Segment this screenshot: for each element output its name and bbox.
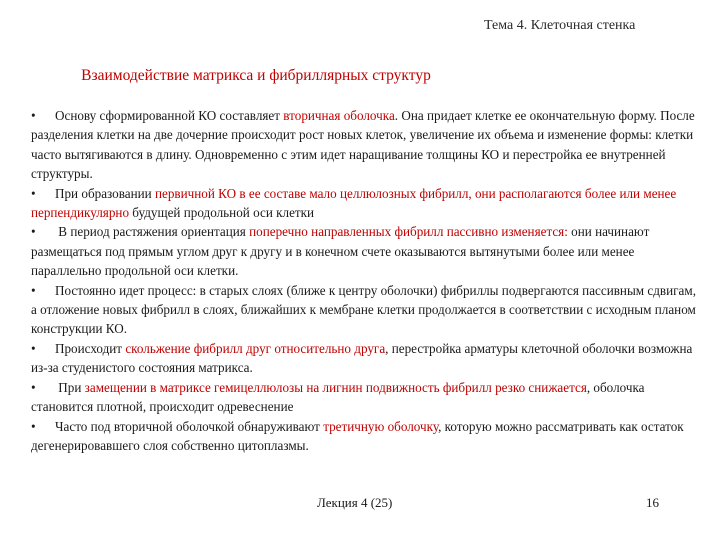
page-number: 16 xyxy=(646,495,659,510)
body-text-segment: При xyxy=(55,379,85,395)
bullet-item xyxy=(31,106,703,184)
bullet-marker: • xyxy=(31,340,36,356)
highlighted-text: замещении в матриксе гемицеллюлозы на лигнин подвижность фибрилл резко снижается xyxy=(84,379,587,395)
slide-heading: Взаимодействие матрикса и фибриллярных структур xyxy=(81,67,431,84)
bullet-marker: • xyxy=(31,379,36,395)
bullet-item xyxy=(31,417,703,456)
highlighted-text: поперечно направленных фибрилл пассивно изменяется: xyxy=(249,224,568,240)
body-text-segment: Основу сформированной КО составляет xyxy=(55,108,284,123)
body-text-segment: Происходит xyxy=(55,340,126,356)
bullet-marker: • xyxy=(31,418,36,434)
body-text-segment: они начинают размещаться под прямым углом друг к другу и в конечном счете оказываются вытянутыми более или менее параллельно продольной оси клетки. xyxy=(31,224,650,279)
highlighted-text: вторичная оболочка xyxy=(283,108,395,123)
body-text-segment: будущей продольной оси клетки xyxy=(129,205,315,221)
highlighted-text: скольжение фибрилл друг относительно друга xyxy=(125,340,386,356)
bullet-marker: • xyxy=(31,185,36,201)
bullet-item xyxy=(31,222,703,280)
footer-lecture-label: Лекция 4 (25) xyxy=(317,495,393,510)
topic-title: Тема 4. Клеточная стенка xyxy=(484,18,636,33)
bullet-item xyxy=(31,339,703,378)
body-text-segment: , которую можно рассматривать как остаток дегенерировавшего слоя собственно цитоплазмы. xyxy=(31,418,684,453)
bullet-item xyxy=(31,184,703,223)
body-text-segment: В период растяжения ориентация xyxy=(55,224,250,240)
bullet-item xyxy=(31,281,703,339)
bullet-marker: • xyxy=(31,224,36,240)
body-text-segment: Часто под вторичной оболочкой обнаруживают xyxy=(55,418,324,434)
bullet-item xyxy=(31,378,703,417)
bullet-marker: • xyxy=(31,108,36,123)
body-text-segment: , оболочка становится плотной, происходит одревеснение xyxy=(31,379,645,415)
body-text-segment: Постоянно идет процесс: в старых слоях (ближе к центру оболочки) фибриллы подвергаются пассивным сдвигам, а отложение новых фибрилл в слоях, ближайших к мембране клетки продолжается в соответствии с исходным планом конструкции КО. xyxy=(31,282,696,337)
bullet-marker: • xyxy=(31,282,36,298)
bullet-list xyxy=(31,106,703,455)
highlighted-text: третичную оболочку xyxy=(323,418,439,434)
body-text-segment: . Она придает клетке ее окончательную форму. После разделения клетки на две дочерние происходит рост новых клеток, увеличение их объема и изменение формы: клетки часто вытягиваются в длину. Одновременно с этим идет наращивание толщины КО и перестройка ее внутренней структуры. xyxy=(31,108,695,182)
body-text-segment: , перестройка арматуры клеточной оболочки возможна из-за студенистого состояния матрикса. xyxy=(31,340,693,376)
highlighted-text: первичной КО в ее составе мало целлюлозных фибрилл, они располагаются более или менее перпендикулярно xyxy=(31,185,677,221)
body-text-segment: При образовании xyxy=(55,185,155,201)
